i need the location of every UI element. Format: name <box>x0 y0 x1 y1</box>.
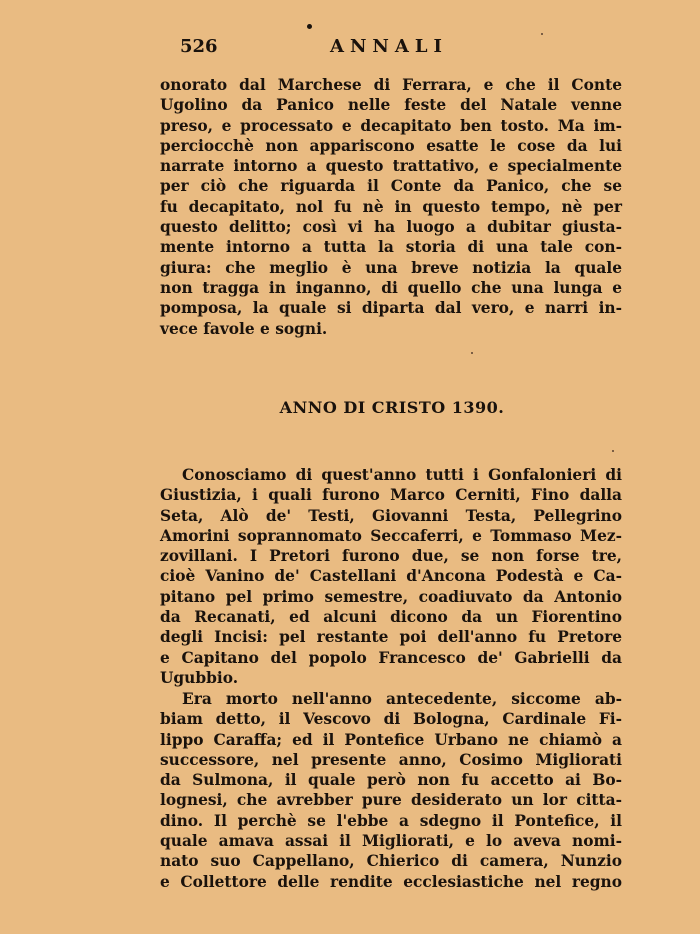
text-line: preso, e processato e decapitato ben tosto. Ma im- <box>160 116 622 135</box>
text-line: fu decapitato, nol fu nè in questo tempo, nè per <box>160 197 622 216</box>
text-line: da Sulmona, il quale però non fu accetto ai Bo- <box>160 771 622 790</box>
text-line: Conosciamo di quest'anno tutti i Gonfalonieri di <box>182 466 622 484</box>
text-line: onorato dal Marchese di Ferrara, e che il Conte <box>160 76 622 94</box>
text-line: Ugubbio. <box>160 668 239 687</box>
running-head: ANNALI <box>330 36 448 57</box>
page-number: 526 <box>180 36 218 57</box>
text-line: successore, nel presente anno, Cosimo Migliorati <box>160 750 622 769</box>
text-line: quale amava assai il Migliorati, e lo aveva nomi- <box>160 832 622 851</box>
text-line: non tragga in inganno, di quello che una lunga e <box>160 278 622 297</box>
text-line: nato suo Cappellano, Chierico di camera, Nunzio <box>160 852 622 871</box>
text-line: narrate intorno a questo trattativo, e specialmente <box>160 157 622 176</box>
text-line: per ciò che riguarda il Conte da Panico, che se <box>160 177 622 196</box>
text-line: zovillani. I Pretori furono due, se non forse tre, <box>160 547 622 566</box>
text-line: Seta, Alò de' Testi, Giovanni Testa, Pellegrino <box>160 506 622 525</box>
text-line: degli Incisi: pel restante poi dell'anno fu Pretore <box>160 628 622 647</box>
section-heading: ANNO DI CRISTO 1390. <box>279 398 505 417</box>
continuation-paragraph <box>160 75 622 339</box>
text-line: e Collettore delle rendite ecclesiastiche nel regno <box>160 872 622 891</box>
text-line: mente intorno a tutta la storia di una tale con- <box>160 238 622 257</box>
ink-speck <box>541 33 543 35</box>
paragraph-1 <box>160 465 622 688</box>
text-line: biam detto, il Vescovo di Bologna, Cardinale Fi- <box>160 710 622 729</box>
text-line: pitano pel primo semestre, coadiuvato da Antonio <box>160 587 622 606</box>
text-line: Ugolino da Panico nelle feste del Natale venne <box>160 96 622 115</box>
text-line: Giustizia, i quali furono Marco Cerniti, Fino dalla <box>160 486 622 505</box>
ink-speck <box>612 450 614 452</box>
text-line: Era morto nell'anno antecedente, siccome ab- <box>182 690 622 708</box>
text-line: questo delitto; così vi ha luogo a dubitar giusta- <box>160 218 622 237</box>
text-line: lippo Caraffa; ed il Pontefice Urbano ne chiamò a <box>160 730 622 749</box>
ink-dot <box>307 24 312 29</box>
text-line: Amorini soprannomato Seccaferri, e Tommaso Mez- <box>160 526 622 545</box>
text-line: dino. Il perchè se l'ebbe a sdegno il Pontefice, il <box>160 811 622 830</box>
text-line: cioè Vanino de' Castellani d'Ancona Podestà e Ca- <box>160 567 622 586</box>
text-line: lognesi, che avrebber pure desiderato un lor citta- <box>160 791 622 810</box>
text-line: giura: che meglio è una breve notizia la quale <box>160 258 622 277</box>
text-line: e Capitano del popolo Francesco de' Gabrielli da <box>160 648 622 667</box>
paragraph-2 <box>160 689 622 892</box>
page-header <box>0 36 700 62</box>
text-line: da Recanati, ed alcuni dicono da un Fiorentino <box>160 608 622 627</box>
text-line: pomposa, la quale si diparta dal vero, e narri in- <box>160 299 622 318</box>
text-line: perciocchè non appariscono esatte le cose da lui <box>160 136 622 155</box>
ink-speck <box>471 352 473 354</box>
text-line: vece favole e sogni. <box>160 319 328 338</box>
